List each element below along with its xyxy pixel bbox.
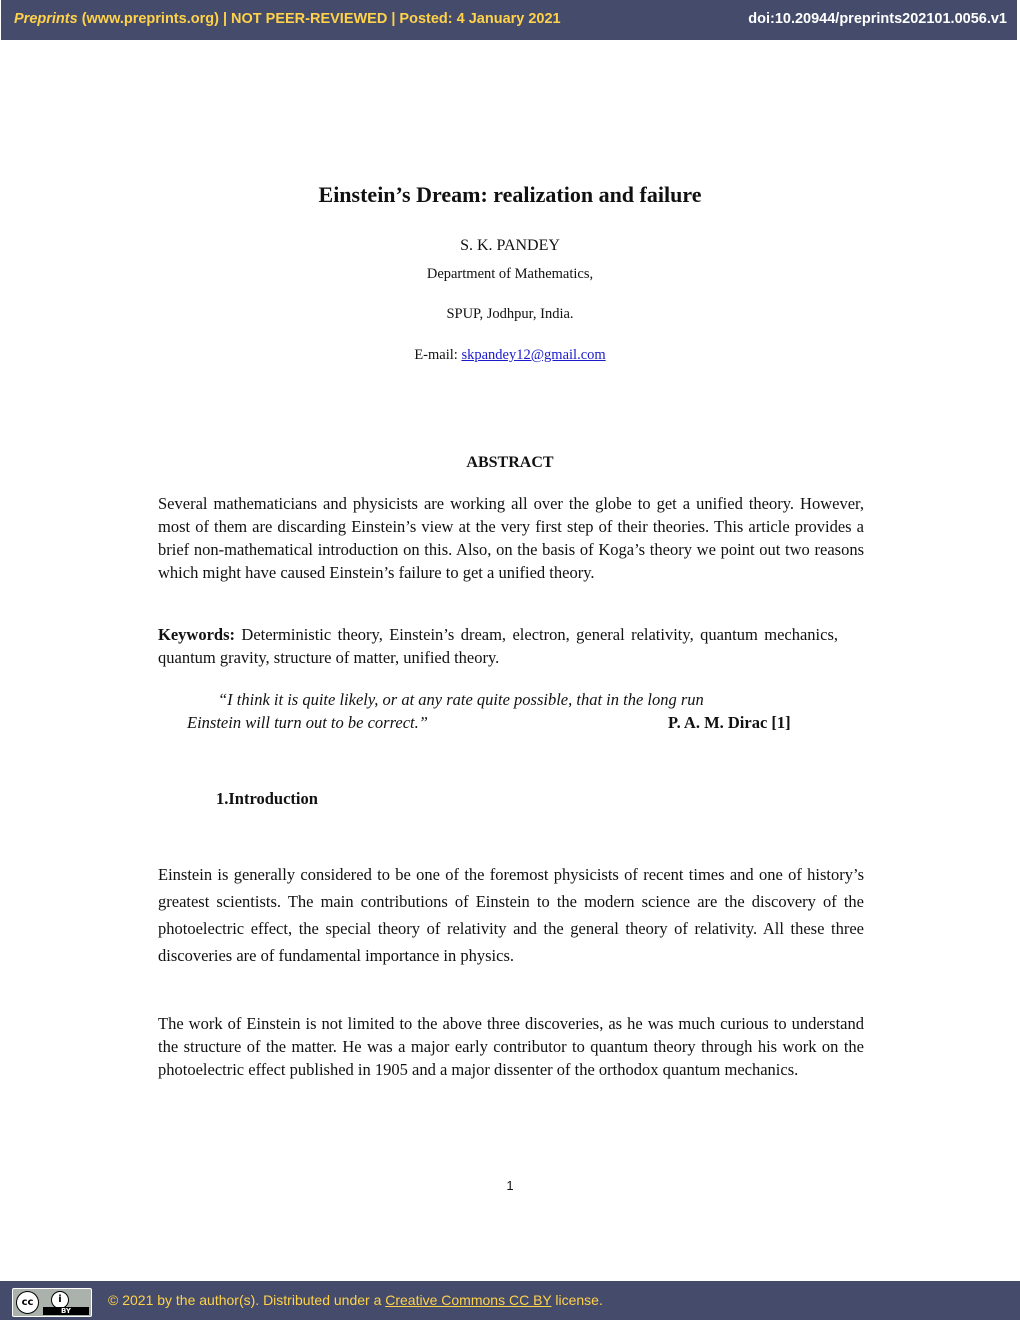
preprint-site-and-date: (www.preprints.org) | NOT PEER-REVIEWED | Posted: 4 January 2021 [77, 11, 561, 27]
license-link[interactable]: Creative Commons CC BY [385, 1292, 552, 1308]
epigraph-line-1: “I think it is quite likely, or at any rate quite possible, that in the long run [218, 690, 704, 709]
epigraph-line-2: Einstein will turn out to be correct.” [187, 713, 428, 732]
license-footer-bar [0, 1281, 1020, 1320]
page-number: 1 [506, 1178, 514, 1193]
keywords [158, 623, 838, 669]
epigraph-attribution: P. A. M. Dirac [1] [668, 713, 791, 732]
author-email [0, 347, 1020, 364]
preprints-brand: Preprints [14, 11, 78, 27]
paper-title: Einstein’s Dream: realization and failure [318, 182, 702, 207]
license-statement [108, 1292, 603, 1308]
by-label: BY [43, 1307, 89, 1315]
introduction-paragraph-2: The work of Einstein is not limited to the above three discoveries, as he was much curious to understand the structure of the matter. He was a major early contributor to quantum theory through his work on the photoelectric effect published in 1905 and a major dissenter of the orthodox quantum mechanics. [158, 1014, 864, 1079]
license-suffix: license. [551, 1292, 603, 1308]
preprint-header-bar [1, 0, 1017, 40]
creative-commons-icon: cc [16, 1291, 39, 1314]
license-prefix: © 2021 by the author(s). Distributed under a [108, 1292, 386, 1308]
section-heading-introduction: 1.Introduction [216, 789, 318, 808]
abstract-text: Several mathematicians and physicists are working all over the globe to get a unified theory. However, most of them are discarding Einstein’s view at the very first step of their theories. This article provides a brief non-mathematical introduction on this. Also, on the basis of Koga’s theory we point out two reasons which might have caused Einstein’s failure to get a unified theory. [158, 494, 864, 582]
abstract-heading: ABSTRACT [466, 454, 554, 471]
preprint-status [14, 11, 561, 27]
email-label: E-mail: [414, 347, 462, 363]
keywords-label: Keywords: [158, 625, 235, 644]
author-address: SPUP, Jodhpur, India. [446, 306, 574, 322]
doi-link[interactable]: doi:10.20944/preprints202101.0056.v1 [748, 11, 1007, 27]
author-name: S. K. PANDEY [460, 237, 560, 254]
author-department: Department of Mathematics, [426, 266, 594, 282]
keywords-list: Deterministic theory, Einstein’s dream, electron, general relativity, quantum mechanics, quantum gravity, structure of matter, unified theory. [158, 625, 838, 667]
email-link[interactable]: skpandey12@gmail.com [461, 347, 606, 363]
cc-by-license-badge[interactable] [12, 1288, 92, 1317]
attribution-person-icon: i [51, 1291, 69, 1309]
introduction-paragraph-1: Einstein is generally considered to be one of the foremost physicists of recent times and one of history’s greatest scientists. The main contributions of Einstein to the modern science are the discovery of the photoelectric effect, the special theory of relativity and the general theory of relativity. All these three discoveries are of fundamental importance in physics. [158, 865, 864, 965]
